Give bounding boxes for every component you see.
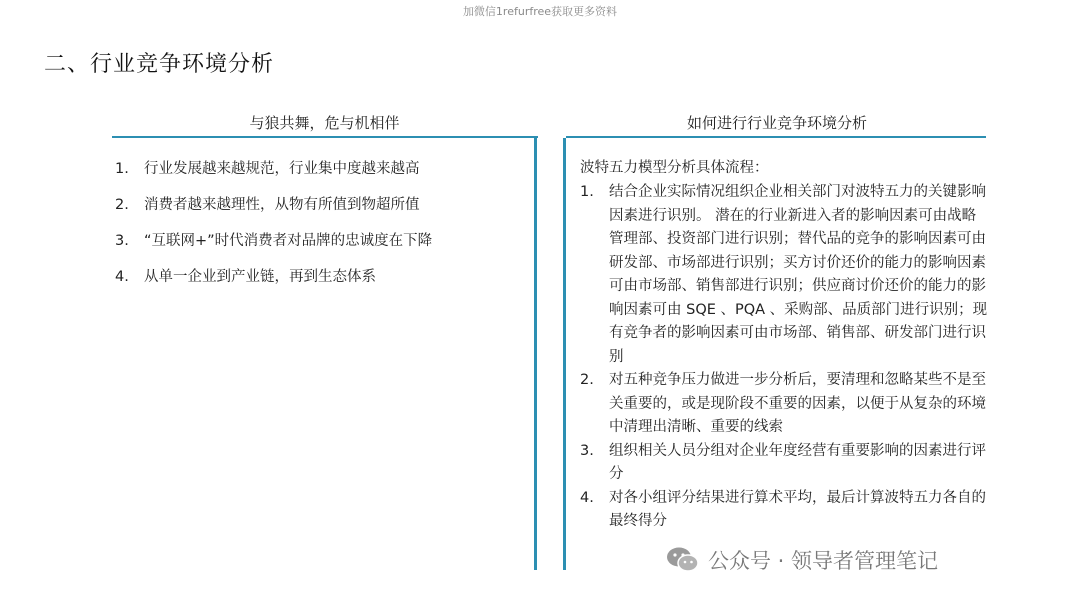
top-note: 加微信1refurfree获取更多资料 [462, 5, 618, 18]
list-item [580, 181, 1005, 369]
list-item [580, 440, 1005, 487]
item-number: 4. [580, 489, 594, 506]
item-text: 行业发展越来越规范，行业集中度越来越高 [144, 161, 420, 177]
watermark-text: 公众号 · 领导者管理笔记 [708, 549, 939, 573]
item-number: 1. [115, 161, 129, 177]
item-number: 4. [115, 269, 129, 285]
item-text: 对五种竞争压力做进一步分析后，要清理和忽略某些不是至关重要的，或是现阶段不重要的因素，以便于从复杂的环境中清理出清晰、重要的线索 [609, 372, 986, 435]
right-column-header: 如何进行行业竞争环境分析 [686, 114, 867, 132]
right-intro: 波特五力模型分析具体流程： [580, 160, 769, 176]
left-point-list [115, 158, 525, 302]
list-item [115, 266, 525, 290]
list-item [580, 487, 1005, 534]
list-item [115, 230, 525, 254]
list-item [115, 194, 525, 218]
left-column-header: 与狼共舞，危与机相伴 [249, 114, 400, 132]
wechat-icon [666, 546, 700, 574]
item-text: 结合企业实际情况组织企业相关部门对波特五力的关键影响因素进行识别。 潜在的行业新进入者的影响因素可由战略管理部、投资部门进行识别；替代品的竞争的影响因素可由研发部、市场部进行识别；买方讨价还价的能力的影响因素可由市场部、销售部进行识别；供应商讨价还价的能力的影响因素可由 SQE 、PQA 、采购部、品质部门进行识别；现有竞争者的影响因素可由市场部、销售部、研发部门进行识别 [609, 184, 988, 365]
item-text: 消费者越来越理性，从物有所值到物超所值 [144, 197, 420, 213]
right-header-divider [566, 136, 986, 138]
left-column-border [534, 138, 537, 570]
item-number: 1. [580, 184, 594, 200]
left-header-divider [112, 136, 538, 138]
item-text: “互联网+”时代消费者对品牌的忠诚度在下降 [144, 233, 433, 249]
item-number: 2. [115, 197, 129, 213]
page-title: 二、行业竞争环境分析 [44, 52, 275, 77]
item-number: 2. [580, 372, 594, 388]
list-item [580, 369, 1005, 440]
right-column-border [563, 138, 566, 570]
item-number: 3. [580, 442, 594, 459]
item-text: 对各小组评分结果进行算术平均，最后计算波特五力各自的最终得分 [609, 489, 986, 529]
right-step-list [580, 181, 1005, 534]
watermark [666, 545, 938, 575]
item-text: 从单一企业到产业链，再到生态体系 [144, 269, 376, 285]
item-text: 组织相关人员分组对企业年度经营有重要影响的因素进行评分 [609, 442, 986, 482]
item-number: 3. [115, 233, 129, 249]
list-item [115, 158, 525, 182]
